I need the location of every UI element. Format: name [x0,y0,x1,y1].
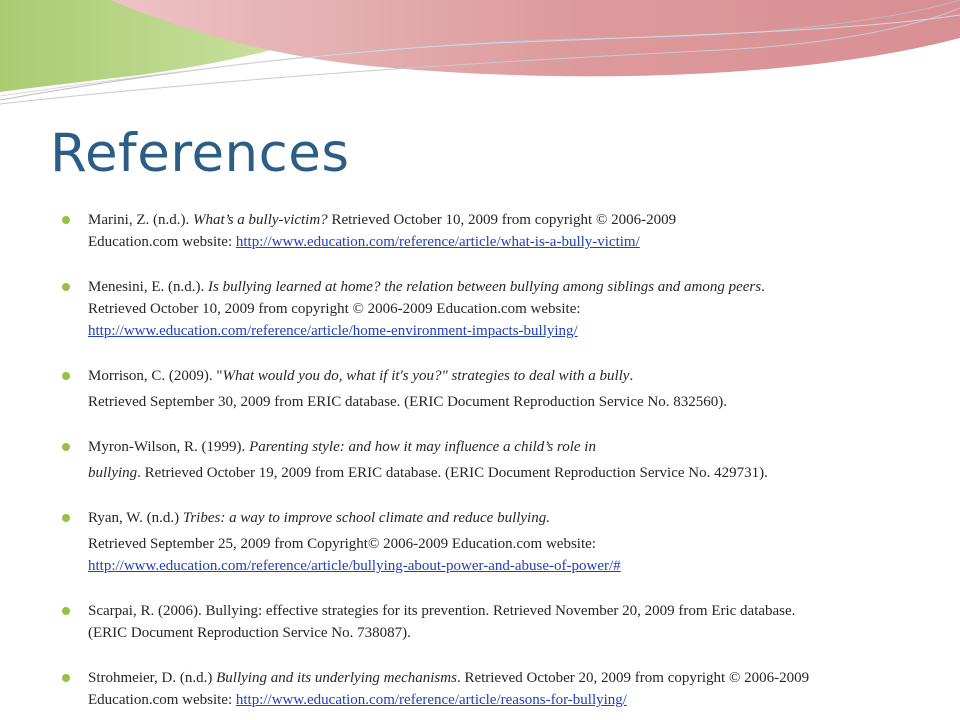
reference-title: Is bullying learned at home? the relation between bullying among siblings and among peers [207,279,762,295]
reference-text: . [629,368,634,384]
page-title: References [50,123,350,184]
reference-line [88,365,922,387]
reference-text: . Retrieved October 20, 2009 from copyright © 2006-2009 [456,670,810,686]
reference-line [88,298,922,320]
reference-title: Parenting style: and how it may influence a child’s role in [249,439,596,455]
reference-line [88,622,922,644]
reference-link[interactable]: http://www.education.com/reference/article/what-is-a-bully-victim/ [235,234,640,250]
reference-line [88,209,922,231]
reference-line [88,689,922,711]
bullet-icon [62,283,70,291]
reference-title: What would you do, what if it's you?" strategies to deal with a bully [222,368,630,384]
reference-text: Retrieved October 10, 2009 from copyright © 2006-2009 Education.com website: [88,301,581,317]
bullet-icon [62,514,70,522]
bullet-icon [62,607,70,615]
reference-title: What’s a bully-victim? [192,212,328,228]
references-list [62,209,922,711]
reference-line [88,667,922,689]
reference-text: Strohmeier, D. (n.d.) [88,670,217,686]
reference-text: . [761,279,765,295]
reference-text: Retrieved October 10, 2009 from copyright © 2006-2009 [327,212,677,228]
reference-item [62,365,922,413]
reference-line [88,320,922,342]
reference-title: Bullying and its underlying mechanisms [216,670,457,686]
reference-item [62,436,922,484]
reference-item [62,507,922,577]
reference-text: (ERIC Document Reproduction Service No. 738087). [88,625,411,641]
bullet-icon [62,216,70,224]
reference-text: Retrieved September 25, 2009 from Copyright© 2006-2009 Education.com website: [88,536,596,552]
reference-text: . Retrieved October 19, 2009 from ERIC database. (ERIC Document Reproduction Service No. 429731). [137,465,768,481]
reference-title: bullying [88,465,138,481]
reference-line [88,507,922,529]
header-decoration [0,0,960,130]
reference-line [88,600,922,622]
bullet-icon [62,443,70,451]
reference-text: Education.com website: [88,692,236,708]
reference-link[interactable]: http://www.education.com/reference/article/reasons-for-bullying/ [235,692,627,708]
reference-text: Myron-Wilson, R. (1999). [88,439,250,455]
reference-line [88,231,922,253]
reference-link[interactable]: http://www.education.com/reference/article/bullying-about-power-and-abuse-of-power/# [88,558,621,574]
reference-line [88,555,922,577]
reference-line [88,391,922,413]
reference-item [62,209,922,253]
reference-link[interactable]: http://www.education.com/reference/article/home-environment-impacts-bullying/ [88,323,578,339]
reference-title: Tribes: a way to improve school climate and reduce bullying. [182,510,550,526]
reference-item [62,600,922,644]
bullet-icon [62,674,70,682]
reference-text: Menesini, E. (n.d.). [88,279,208,295]
reference-item [62,276,922,342]
reference-line [88,533,922,555]
reference-text: Ryan, W. (n.d.) [88,510,183,526]
reference-text: Morrison, C. (2009). " [88,368,223,384]
bullet-icon [62,372,70,380]
reference-text: Scarpai, R. (2006). Bullying: effective strategies for its prevention. Retrieved November 20, 2009 from Eric database. [88,603,796,619]
reference-line [88,462,922,484]
reference-text: Marini, Z. (n.d.). [88,212,193,228]
reference-line [88,436,922,458]
reference-line [88,276,922,298]
reference-text: Retrieved September 30, 2009 from ERIC database. (ERIC Document Reproduction Service No. 832560). [88,394,728,410]
reference-text: Education.com website: [88,234,236,250]
reference-item [62,667,922,711]
